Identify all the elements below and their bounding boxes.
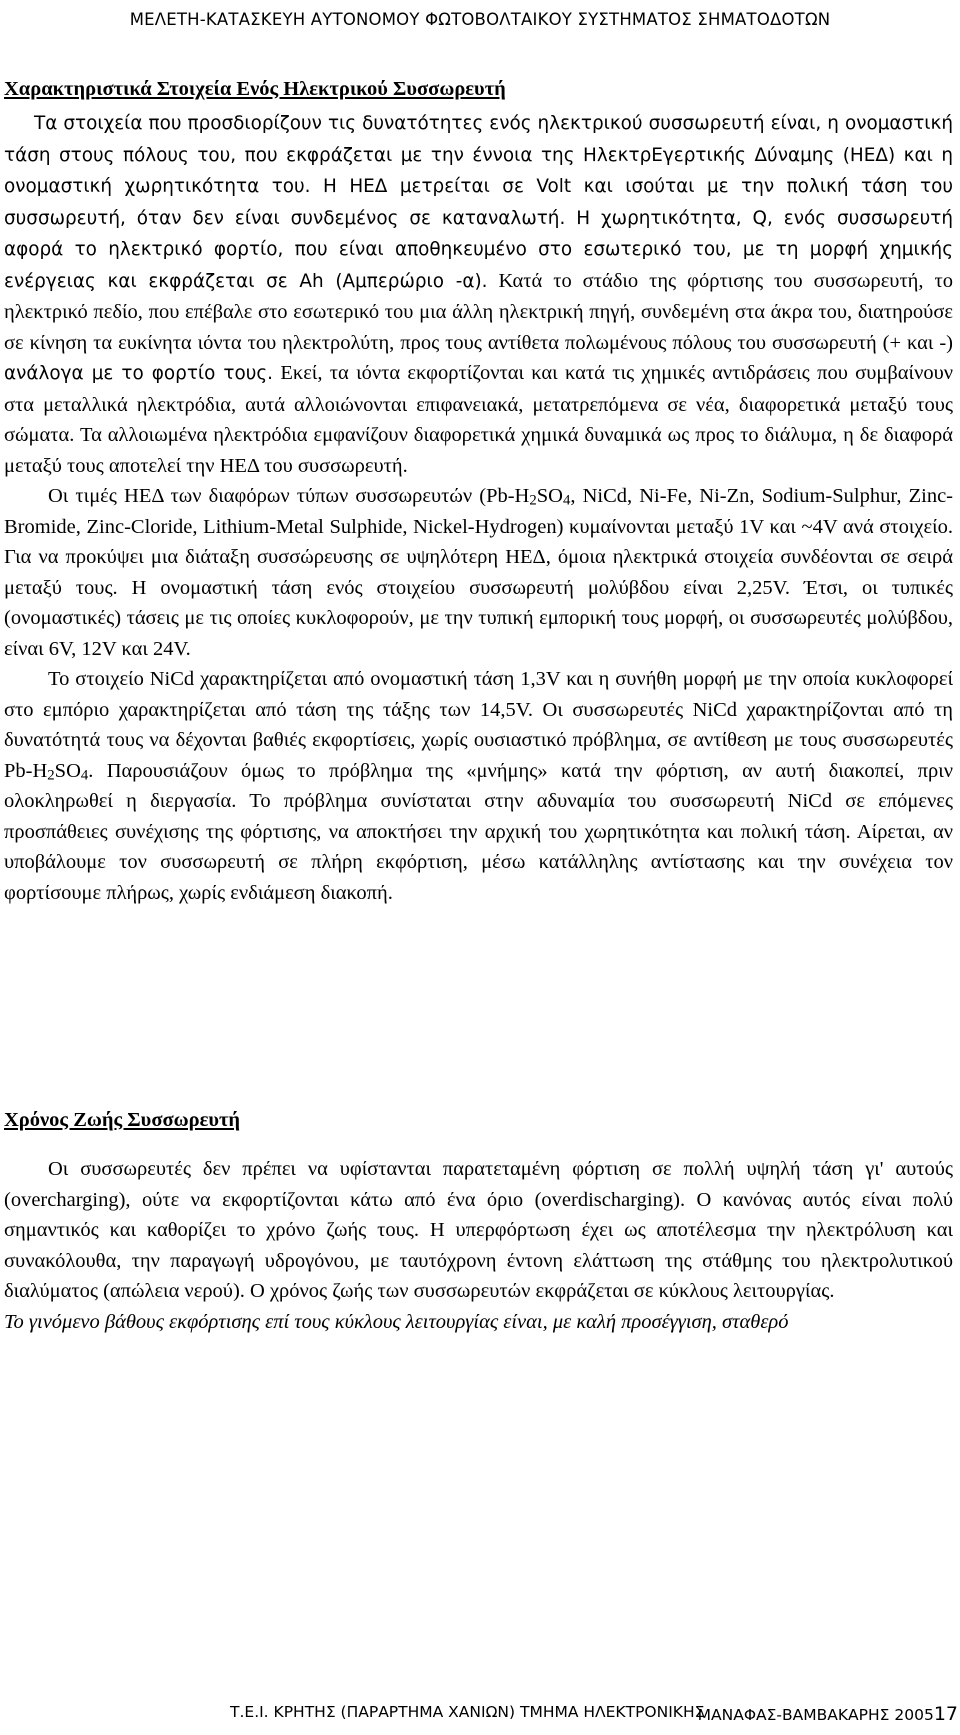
paragraph-1-sans-text: [4, 113, 953, 292]
section-body-battery-lifetime: [4, 1154, 953, 1337]
footer-institution: Τ.Ε.Ι. ΚΡΗΤΗΣ (ΠΑΡΑΡΤΗΜΑ ΧΑΝΙΩΝ) ΤΜΗΜΑ ΗΛΕΚΤΡΟΝΙΚΗΣ: [230, 1703, 705, 1721]
section-body-battery-characteristics: [4, 108, 953, 908]
paragraph-2: [4, 481, 953, 664]
footer-right: [698, 1703, 958, 1725]
section-title-battery-lifetime: Χρόνος Ζωής Συσσωρευτή: [4, 1109, 241, 1131]
subscript: 4: [80, 767, 89, 784]
text-run: Το στοιχείο NiCd χαρακτηρίζεται από ονομαστική τάση 1,3V και η συνήθη μορφή με την οποία κυκλοφορεί στο εμπόριο χαρακτηρίζεται από τάση της τάξης των 14,5V. Οι συσσωρευτές NiCd χαρακτηρίζονται από τη δυνατότητά τους να δέχονται βαθιές εκφορτίσεις, χωρίς ουσιαστικό πρόβλημα, σε αντίθεση με τους συσσωρευτές Pb-H: [4, 668, 953, 782]
paragraph-lifetime: [4, 1154, 953, 1307]
text-run: Η χωρητικότητα, Q, ενός συσσωρευτή αφορά το ηλεκτρικό φορτίο, που είναι αποθηκευμένο στο εσωτερικό του, με τη μορφή χημικής ενέργειας και εκφράζεται σε: [4, 207, 954, 292]
text-run: Κατά το στάδιο της φόρτισης του συσσωρευτή, το ηλεκτρικό πεδίο, που επέβαλε στο εσωτερικό του μια άλλη ηλεκτρική πηγή, συνδεμένη στα άκρα του, διατηρούσε σε κίνηση τα ευκίνητα ιόντα του ηλεκτρολύτη, προς τους αντίθετα πολωμένους πόλους του συσσωρευτή (+ και -): [4, 269, 953, 354]
text-run: SO: [54, 759, 81, 782]
text-run: Τα στοιχεία που προσδιορίζουν τις δυνατότητες ενός ηλεκτρικού συσσωρευτή είναι, η ονομαστική τάση στους πόλους του, που εκφράζεται με την έννοια της ΗλεκτρΕγερτικής Δύναμης (ΗΕΔ) και η ονομαστική χωρητικότητα του. Η ΗΕΔ μετρείται σε Volt και ισούται με την πολική τάση του συσσωρευτή, όταν δεν είναι συνδεμένος σε καταναλωτή.: [4, 113, 953, 229]
paragraph-1: [4, 108, 953, 481]
text-run: ανάλογα με το φορτίο τους.: [4, 363, 274, 384]
section-title-battery-characteristics: Χαρακτηριστικά Στοιχεία Ενός Ηλεκτρικού Συσσωρευτή: [4, 78, 506, 100]
paragraph-lifetime-italic: Το γινόμενο βάθους εκφόρτισης επί τους κύκλους λειτουργίας είναι, με καλή προσέγγιση, σταθερό: [4, 1310, 789, 1333]
text-run: SO: [536, 485, 563, 507]
subscript: 2: [529, 492, 537, 509]
text-run: , NiCd, Ni-Fe, Ni-Zn, Sodium-Sulphur, Zinc-Bromide, Zinc-Cloride, Lithium-Metal Sulphide, Nickel-Hydrogen) κυμαίνονται μεταξύ 1V και ~4V ανά στοιχείο. Για να προκύψει μια διάταξη συσσώρευσης σε υψηλότερη ΗΕΔ, όμοια ηλεκτρικά στοιχεία συνδέονται σε σειρά μεταξύ τους. Η ονομαστική τάση ενός στοιχείου συσσωρευτή μολύβδου είναι 2,25V. Έτσι, οι τυπικές (ονομαστικές) τάσεις με τις οποίες κυκλοφορούν, με την τυπική εμπορική τους μορφή, οι συσσωρευτές μολύβδου, είναι 6V, 12V και 24V.: [4, 485, 953, 660]
text-run: Ah (Αμπερώριο -α).: [299, 270, 488, 292]
paragraph-3: [4, 664, 953, 908]
text-run: Οι συσσωρευτές δεν πρέπει να υφίστανται παρατεταμένη φόρτιση σε πολλή υψηλή τάση γι' αυτούς (overcharging), ούτε να εκφορτίζονται κάτω από ένα όριο (overdischarging). Ο κανόνας αυτός είναι πολύ σημαντικός και καθορίζει το χρόνο ζωής τους. Η υπερφόρτωση έχει ως αποτέλεσμα την ηλεκτρόλυση και συνακόλουθα, την παραγωγή υδρογόνου, με ταυτόχρονη έντονη ελάττωση της στάθμης του ηλεκτρολυτικού διαλύματος (απώλεια νερού). Ο χρόνος ζωής των συσσωρευτών εκφράζεται σε κύκλους λειτουργίας.: [4, 1158, 953, 1302]
text-run: Εκεί, τα ιόντα εκφορτίζονται και κατά τις χημικές αντιδράσεις που συμβαίνουν στα μεταλλικά ηλεκτρόδια, αυτά αλλοιώνονται επιφανειακά, μετατρεπόμενα σε νέα, διαφορετικά μεταξύ τους σώματα. Τα αλλοιωμένα ηλεκτρόδια εμφανίζουν διαφορετικά χημικά δυναμικά ως προς το διάλυμα, η δε διαφορά μεταξύ τους αποτελεί την ΗΕΔ του συσσωρευτή.: [4, 362, 954, 477]
text-run: Οι τιμές ΗΕΔ των διαφόρων τύπων συσσωρευτών (Pb-H: [48, 485, 530, 507]
subscript: 4: [562, 492, 571, 509]
page-number: 17: [933, 1703, 958, 1725]
footer-authors: ΜΑΝΑΦΑΣ-ΒΑΜΒΑΚΑΡΗΣ 2005: [697, 1706, 934, 1724]
running-header: ΜΕΛΕΤΗ-ΚΑΤΑΣΚΕΥΗ ΑΥΤΟΝΟΜΟΥ ΦΩΤΟΒΟΛΤΑΙΚΟΥ ΣΥΣΤΗΜΑΤΟΣ ΣΗΜΑΤΟΔΟΤΩΝ: [129, 10, 831, 29]
subscript: 2: [47, 767, 55, 784]
text-run: . Παρουσιάζουν όμως το πρόβλημα της «μνήμης» κατά την φόρτιση, αν αυτή διακοπεί, πριν ολοκληρωθεί η διεργασία. Το πρόβλημα συνίσταται στην αδυναμία του συσσωρευτή NiCd σε επόμενες προσπάθειες συνέχισης της φόρτισης, να αποκτήσει την αρχική του χωρητικότητα και πολική τάση. Αίρεται, αν υποβάλουμε τον συσσωρευτή σε πλήρη εκφόρτιση, μέσω κατάλληλης αντίστασης και την συνέχεια τον φορτίσουμε πλήρως, χωρίς ενδιάμεση διακοπή.: [4, 759, 953, 904]
